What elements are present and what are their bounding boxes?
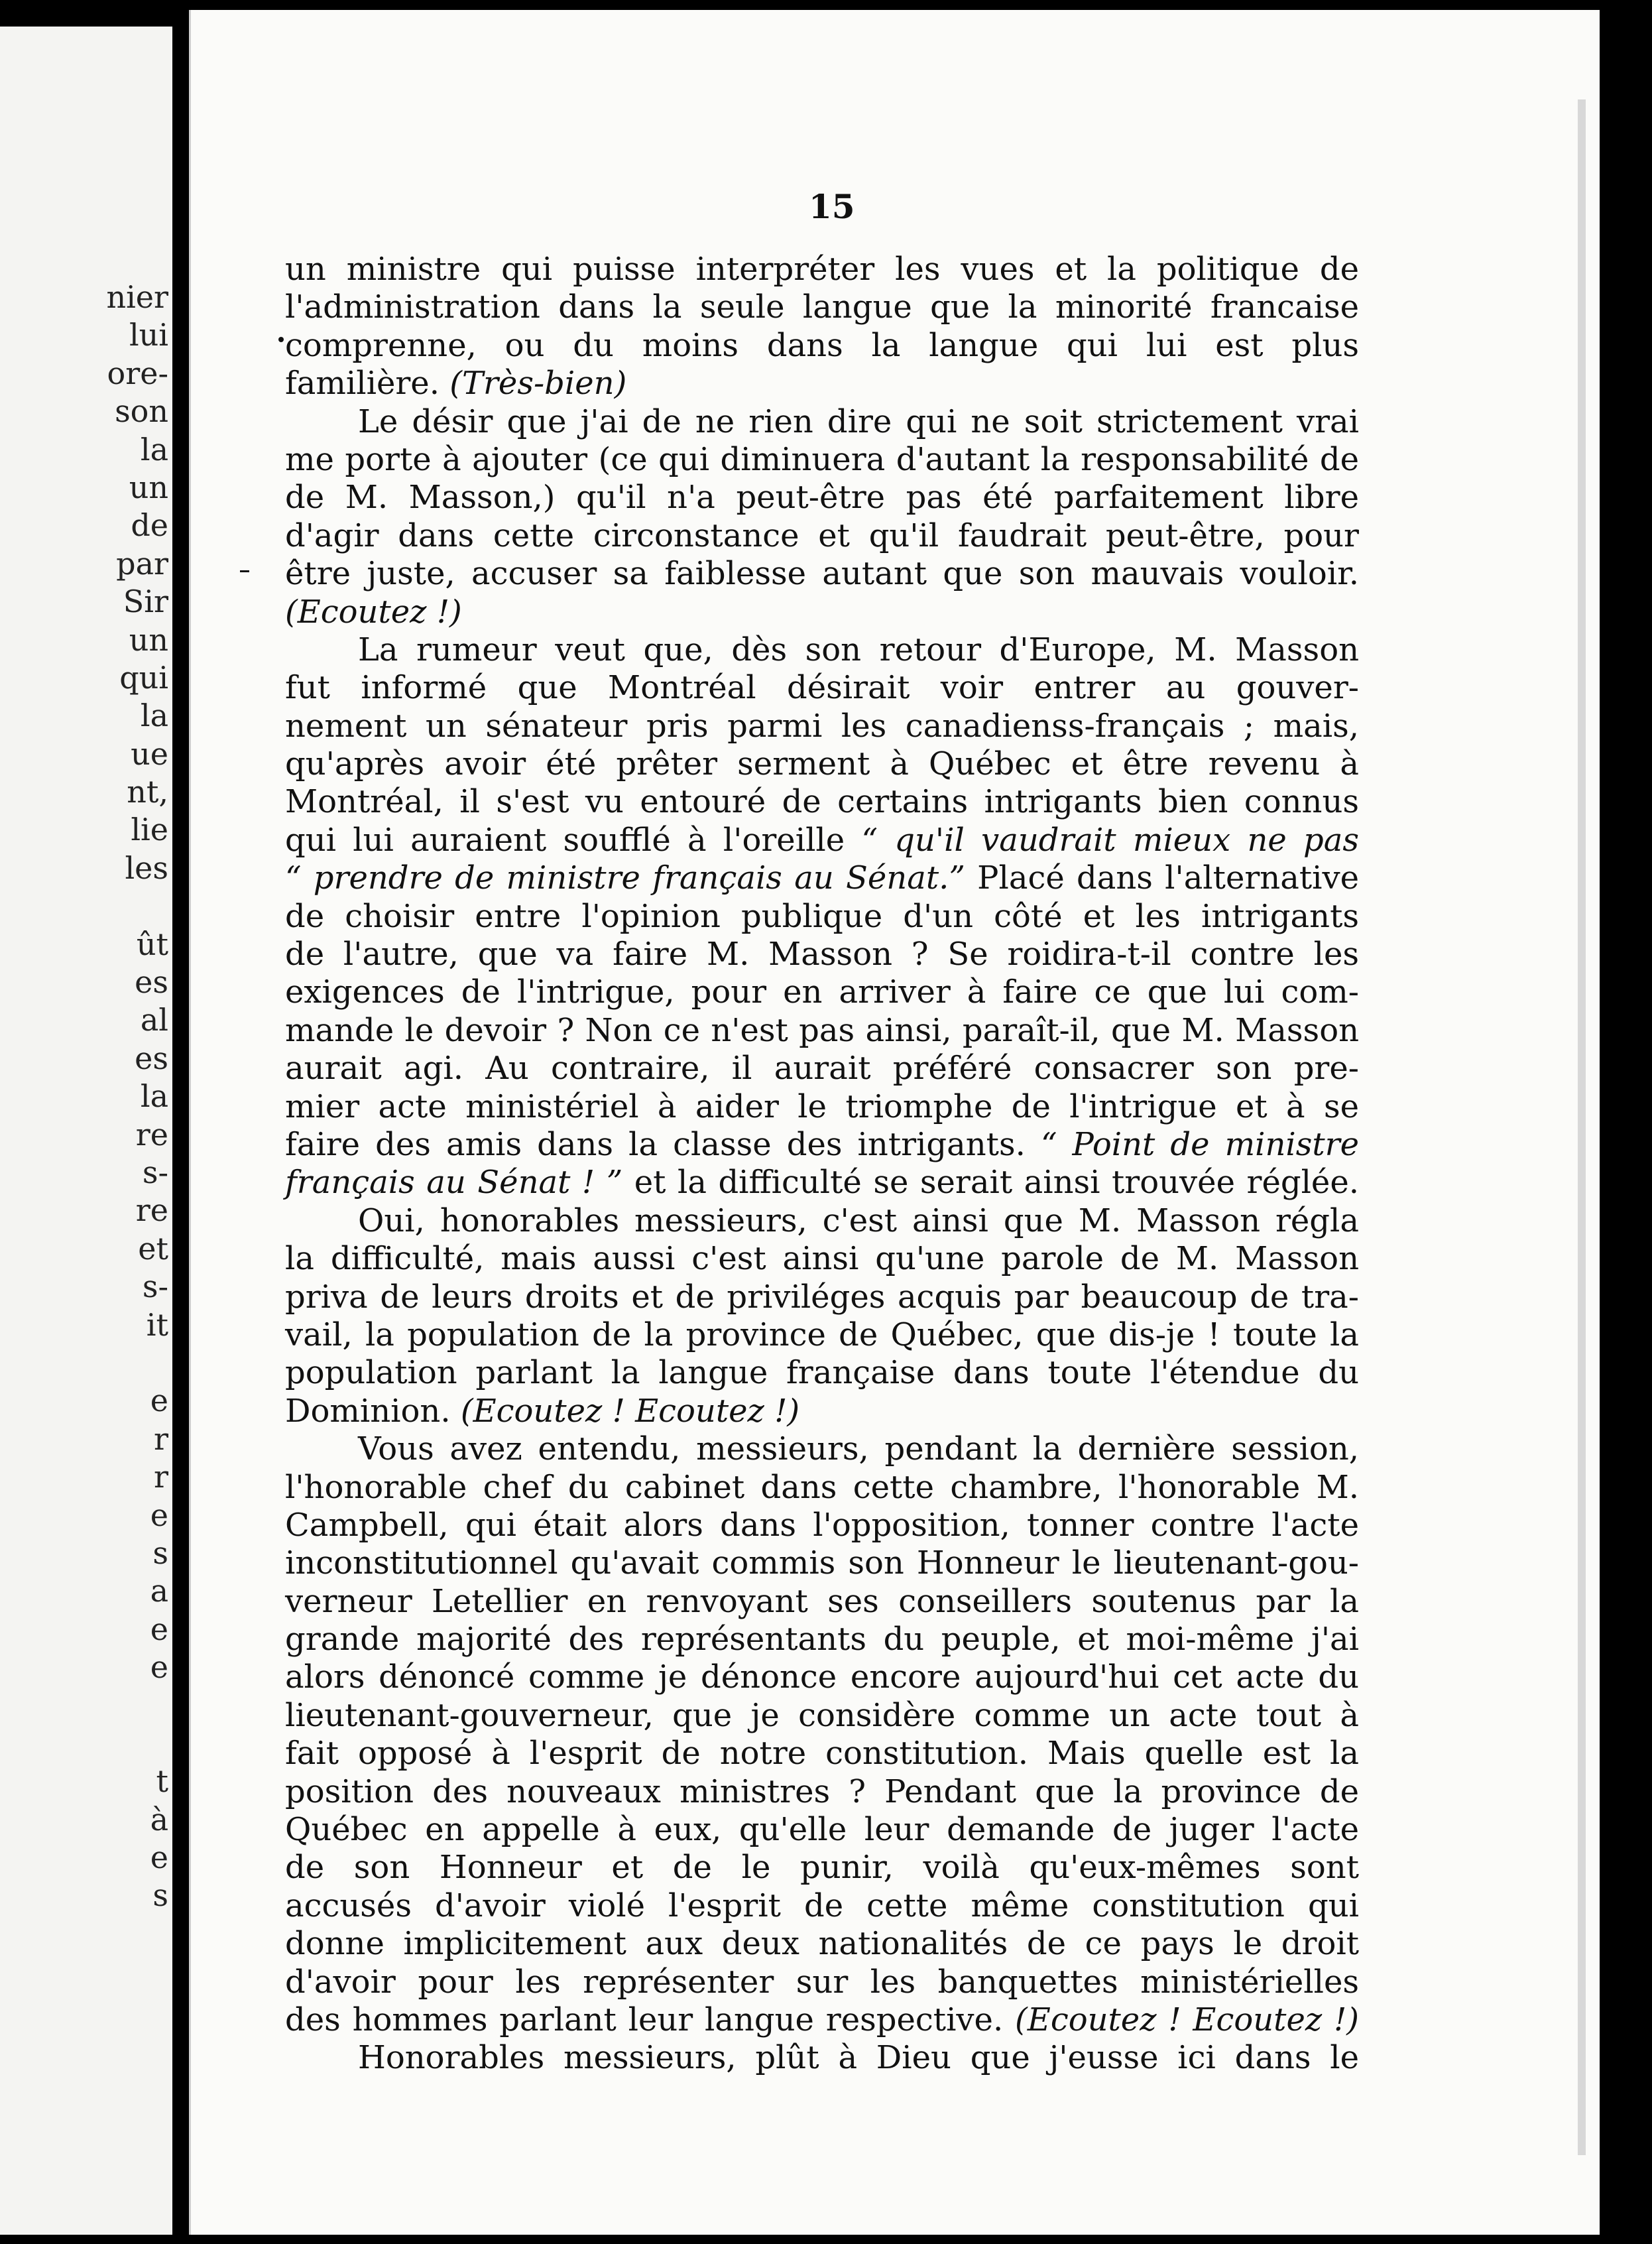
facing-page-fragment: s xyxy=(152,1877,168,1914)
line-text: qui lui auraient soufflé à l'oreille xyxy=(285,821,845,859)
text-line xyxy=(285,973,1359,1011)
line-text: nement un sénateur pris parmi les canadienss-français ; mais, xyxy=(285,707,1359,745)
italic-text: “ prendre de ministre français au Sénat.” xyxy=(285,859,965,897)
line-text: de l'autre, que va faire M. Masson ? Se roidira-t-il contre les xyxy=(285,936,1359,973)
line-text: l'administration dans la seule langue que la minorité francaise xyxy=(285,288,1359,326)
line-text: Québec en appelle à eux, qu'elle leur demande de juger l'acte xyxy=(285,1811,1359,1849)
line-text: donne implicitement aux deux nationalités de ce pays le droit xyxy=(285,1925,1359,1963)
text-line xyxy=(285,1469,1359,1507)
text-line xyxy=(285,1126,1359,1164)
facing-page-fragment: s xyxy=(152,1534,168,1571)
line-text: Campbell, qui était alors dans l'opposition, tonner contre l'acte xyxy=(285,1506,1359,1544)
page-shadow xyxy=(1578,99,1586,2155)
line-text: inconstitutionnel qu'avait commis son Honneur le lieutenant-gou- xyxy=(285,1544,1359,1582)
line-text: lieutenant-gouverneur, que je considère comme un acte tout à xyxy=(285,1696,1359,1734)
facing-page-fragment: t xyxy=(156,1763,168,1800)
facing-page-fragment: de xyxy=(131,507,168,544)
line-text: mier acte ministériel à aider le triomphe de l'intrigue et à se xyxy=(285,1088,1359,1125)
text-line xyxy=(285,288,1359,326)
text-line xyxy=(285,517,1359,555)
line-text: grande majorité des représentants du peuple, et moi-même j'ai xyxy=(285,1621,1359,1658)
line-text: être juste, accuser sa faiblesse autant que son mauvais vouloir. xyxy=(285,555,1359,593)
line-text: vail, la population de la province de Québec, que dis-je ! toute la xyxy=(285,1316,1359,1353)
facing-page-fragment: s- xyxy=(142,1154,168,1190)
text-line xyxy=(285,859,1359,897)
line-text: La rumeur veut que, dès son retour d'Europe, M. Masson xyxy=(358,631,1359,668)
facing-page-fragment: la xyxy=(140,1078,168,1115)
facing-page-fragment: par xyxy=(116,545,168,582)
text-line xyxy=(285,1544,1359,1582)
facing-page-fragment: es xyxy=(135,1040,168,1076)
facing-page-fragment: un xyxy=(129,469,168,505)
line-text: Oui, honorables messieurs, c'est ainsi que M. Masson régla xyxy=(358,1202,1359,1239)
line-text: un ministre qui puisse interpréter les vues et la politique de xyxy=(285,251,1359,288)
facing-page-text-fragments xyxy=(69,279,168,1915)
italic-text: (Ecoutez ! Ecoutez !) xyxy=(460,1392,800,1430)
italic-text: “ Point de ministre xyxy=(1040,1125,1360,1163)
text-line xyxy=(285,1507,1359,1544)
margin-mark xyxy=(278,337,284,342)
text-line xyxy=(285,2001,1359,2039)
facing-page-fragment: s- xyxy=(142,1269,168,1305)
line-text-tail: Placé dans l'alternative xyxy=(977,859,1359,897)
line-text: me porte à ajouter (ce qui diminuera d'autant la responsabilité de xyxy=(285,440,1359,478)
text-line xyxy=(285,2039,1359,2077)
line-text-tail: et la difficulté se serait ainsi trouvée réglée. xyxy=(634,1164,1360,1202)
text-line xyxy=(285,822,1359,859)
line-text: Le désir que j'ai de ne rien dire qui ne soit strictement vrai xyxy=(358,403,1359,440)
text-line xyxy=(285,1735,1359,1773)
text-line xyxy=(285,479,1359,517)
text-line xyxy=(285,593,1359,631)
text-line xyxy=(285,1773,1359,1811)
facing-page-fragment: ore- xyxy=(107,355,168,391)
text-line xyxy=(285,783,1359,821)
text-line xyxy=(285,555,1359,593)
line-text: fut informé que Montréal désirait voir entrer au gouver- xyxy=(285,669,1359,707)
text-line xyxy=(285,1697,1359,1735)
line-text: Dominion. xyxy=(285,1392,451,1430)
line-text: faire des amis dans la classe des intrigants. xyxy=(285,1125,1026,1163)
facing-page-fragment: Sir xyxy=(123,584,168,620)
line-text: comprenne, ou du moins dans la langue qui lui est plus xyxy=(285,326,1359,364)
text-line xyxy=(285,1887,1359,1925)
text-line xyxy=(285,936,1359,973)
line-text: priva de leurs droits et de priviléges acquis par beaucoup de tra- xyxy=(285,1278,1359,1316)
line-text: de son Honneur et de le punir, voilà qu'eux-mêmes sont xyxy=(285,1849,1359,1887)
line-text: exigences de l'intrigue, pour en arriver à faire ce que lui com- xyxy=(285,973,1359,1011)
line-text: alors dénoncé comme je dénonce encore aujourd'hui cet acte du xyxy=(285,1658,1359,1696)
text-line xyxy=(285,1050,1359,1088)
text-line xyxy=(285,898,1359,936)
line-text: aurait agi. Au contraire, il aurait préféré consacrer son pre- xyxy=(285,1050,1359,1088)
line-text: familière. xyxy=(285,365,440,403)
text-line xyxy=(285,669,1359,707)
line-text: mande le devoir ? Non ce n'est pas ainsi, paraît-il, que M. Masson xyxy=(285,1011,1359,1049)
facing-page-fragment: et xyxy=(138,1230,168,1267)
facing-page-fragment: e xyxy=(150,1497,168,1533)
line-text: l'honorable chef du cabinet dans cette chambre, l'honorable M. xyxy=(285,1468,1359,1506)
text-line xyxy=(285,1278,1359,1316)
facing-page-fragment: lie xyxy=(131,812,168,848)
italic-text: “ qu'il vaudrait mieux ne pas xyxy=(861,821,1360,859)
facing-page-fragment xyxy=(69,1686,168,1724)
text-line xyxy=(285,1925,1359,1963)
facing-page-fragment: nier xyxy=(106,279,168,315)
text-line xyxy=(285,1088,1359,1126)
facing-page-fragment: e xyxy=(150,1611,168,1647)
facing-page-fragment: à xyxy=(150,1801,168,1838)
line-text: Montréal, il s'est vu entouré de certains intrigants bien connus xyxy=(285,783,1359,821)
italic-text: français au Sénat ! ” xyxy=(285,1164,623,1202)
text-line xyxy=(285,708,1359,745)
text-line xyxy=(285,1849,1359,1887)
line-text: d'agir dans cette circonstance et qu'il faudrait peut-être, pour xyxy=(285,517,1359,554)
facing-page-fragment: al xyxy=(140,1002,168,1038)
facing-page-fragment: qui xyxy=(119,659,168,696)
line-text: population parlant la langue française dans toute l'étendue du xyxy=(285,1354,1359,1392)
text-line xyxy=(285,1658,1359,1696)
line-text: la difficulté, mais aussi c'est ainsi qu'une parole de M. Masson xyxy=(285,1240,1359,1278)
body-text xyxy=(285,251,1359,2078)
line-text: d'avoir pour les représenter sur les banquettes ministérielles xyxy=(285,1963,1359,2001)
facing-page-fragment: la xyxy=(140,698,168,734)
facing-page-fragment: un xyxy=(129,621,168,658)
text-line xyxy=(285,1202,1359,1240)
page-number: 15 xyxy=(809,187,855,226)
facing-page-fragment: la xyxy=(140,431,168,468)
text-line xyxy=(285,1164,1359,1202)
text-line xyxy=(285,1240,1359,1278)
text-line xyxy=(285,403,1359,441)
text-line xyxy=(285,1354,1359,1392)
facing-page-fragment: ût xyxy=(136,926,168,962)
text-line xyxy=(285,251,1359,288)
text-line xyxy=(285,1811,1359,1849)
facing-page-fragment: e xyxy=(150,1383,168,1419)
line-text: accusés d'avoir violé l'esprit de cette même constitution qui xyxy=(285,1887,1359,1924)
line-text: qu'après avoir été prêter serment à Québec et être revenu à xyxy=(285,745,1359,783)
text-line xyxy=(285,631,1359,669)
facing-page-fragment: lui xyxy=(129,317,168,353)
line-text: de M. Masson,) qu'il n'a peut-être pas été parfaitement libre xyxy=(285,479,1359,517)
facing-page-fragment: nt, xyxy=(127,774,168,810)
facing-page-fragment: e xyxy=(150,1839,168,1876)
facing-page-fragment xyxy=(69,1344,168,1382)
facing-page-fragment: les xyxy=(125,849,168,886)
text-line xyxy=(285,1316,1359,1354)
text-line xyxy=(285,1583,1359,1621)
text-line xyxy=(285,745,1359,783)
facing-page-fragment: r xyxy=(154,1420,168,1457)
line-text: verneur Letellier en renvoyant ses conseillers soutenus par la xyxy=(285,1582,1359,1620)
facing-page-fragment xyxy=(69,1725,168,1763)
text-line xyxy=(285,327,1359,365)
text-line xyxy=(285,1430,1359,1468)
line-text: Vous avez entendu, messieurs, pendant la dernière session, xyxy=(358,1430,1359,1468)
text-line xyxy=(285,1621,1359,1658)
facing-page-edge xyxy=(0,27,172,2235)
line-text: Honorables messieurs, plût à Dieu que j'eusse ici dans le xyxy=(358,2039,1359,2077)
line-text: de choisir entre l'opinion publique d'un côté et les intrigants xyxy=(285,897,1359,935)
italic-text: (Ecoutez !) xyxy=(285,593,462,631)
italic-text: (Ecoutez ! Ecoutez !) xyxy=(1015,2001,1359,2038)
facing-page-fragment: r xyxy=(154,1459,168,1495)
text-line xyxy=(285,1393,1359,1430)
facing-page-fragment: ue xyxy=(131,735,168,772)
text-line xyxy=(285,441,1359,479)
facing-page-fragment: son xyxy=(115,393,168,430)
facing-page-fragment: re xyxy=(135,1116,168,1153)
line-text: position des nouveaux ministres ? Pendant que la province de xyxy=(285,1773,1359,1810)
text-line xyxy=(285,365,1359,403)
facing-page-fragment: re xyxy=(135,1192,168,1229)
line-text: fait opposé à l'esprit de notre constitution. Mais quelle est la xyxy=(285,1735,1359,1773)
facing-page-fragment: e xyxy=(150,1649,168,1686)
text-line xyxy=(285,1012,1359,1050)
text-line xyxy=(285,1964,1359,2001)
facing-page-fragment: a xyxy=(150,1573,168,1609)
italic-text: (Très-bien) xyxy=(449,365,627,403)
facing-page-fragment: it xyxy=(146,1306,168,1343)
facing-page-fragment: es xyxy=(135,964,168,1001)
line-text: des hommes parlant leur langue respective. xyxy=(285,2001,1004,2038)
margin-mark xyxy=(240,570,249,572)
facing-page-fragment xyxy=(69,887,168,925)
